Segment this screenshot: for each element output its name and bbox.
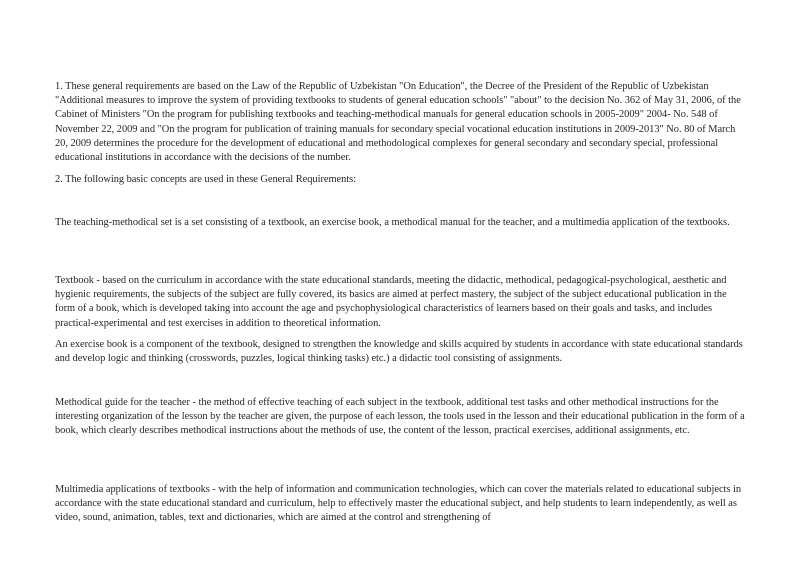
paragraph-teaching-methodical-set: The teaching-methodical set is a set consisting of a textbook, an exercise book, a methodical manual for the teacher, and a multimedia application of the textbooks. (55, 217, 730, 228)
paragraph-methodical-guide-definition: Methodical guide for the teacher - the method of effective teaching of each subject in the textbook, additional test tasks and other methodical instructions for the interesting organization of the lesson by the teacher are given, the purpose of each lesson, the tools used in the lesson and their educational publication in the form of a book, which clearly describes methodical instructions about the methods of use, the content of the lesson, practical exercises, additional assignments, etc. (55, 397, 745, 437)
paragraph-exercise-book-definition: An exercise book is a component of the textbook, designed to strengthen the knowledge and skills acquired by students in accordance with state educational standards and develop logic and thinking (crosswords, puzzles, logical thinking tasks) etc.) a didactic tool consisting of assignments. (55, 339, 743, 365)
paragraph-legal-basis: 1. These general requirements are based on the Law of the Republic of Uzbekistan "On Education", the Decree of the President of the Republic of Uzbekistan "Additional measures to improve the system of providing textbooks to students of general education schools" "about" to the decision No. 362 of May 31, 2006, of the Cabinet of Ministers "On the program for publishing textbooks and teaching-methodical manuals for general education schools in 2005-2009" 2004- No. 548 of November 22, 2009 and "On the program for publication of training manuals for secondary special vocational education institutions in 2009-2013" No. 80 of March 20, 2009 determines the procedure for the development of educational and methodological complexes for general secondary and secondary special, professional educational institutions in accordance with the decisions of the number. (55, 81, 741, 164)
paragraph-multimedia-applications-definition: Multimedia applications of textbooks - with the help of information and communication technologies, which can cover the materials related to educational subjects in accordance with the state educational standard and curriculum, help to effectively master the educational subject, and help students to learn independently, as well as video, sound, animation, tables, text and dictionaries, which are aimed at the control and strengthening of (55, 484, 742, 524)
paragraph-textbook-definition: Textbook - based on the curriculum in accordance with the state educational standards, meeting the didactic, methodical, pedagogical-psychological, aesthetic and hygienic requirements, the subjects of the subject are fully covered, its basics are aimed at perfect mastery, the subject of the subject educational publication in the form of a book, which is developed taking into account the age and psychophysiological characteristics of learners based on their goals and tasks, and includes practical-experimental and test exercises in addition to theoretical information. (55, 275, 727, 329)
paragraph-basic-concepts-intro: 2. The following basic concepts are used in these General Requirements: (55, 174, 357, 185)
